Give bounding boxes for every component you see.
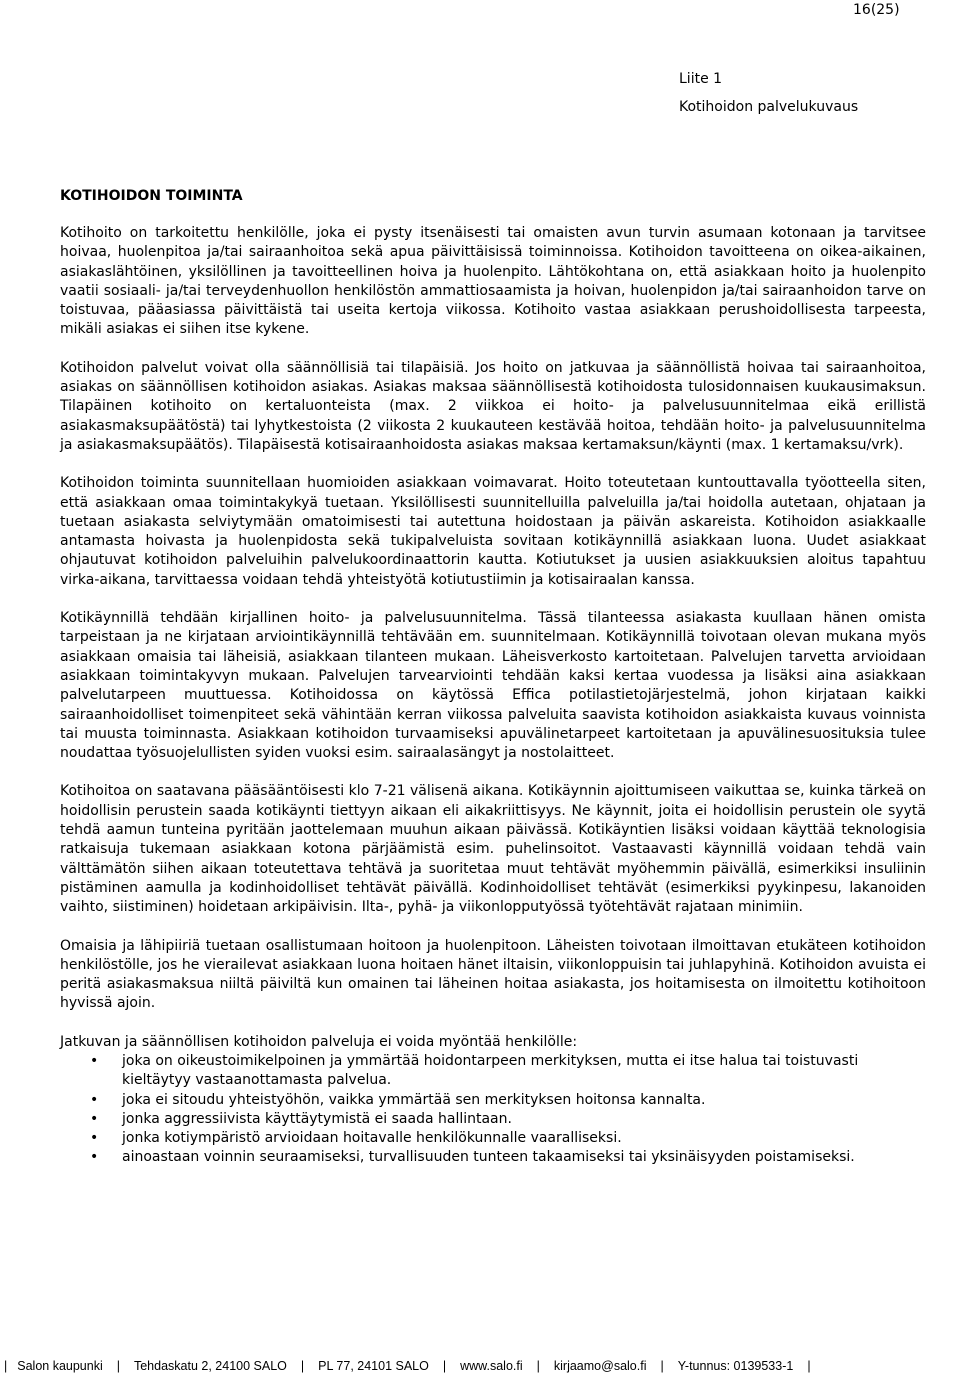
footer-business-id: Y-tunnus: 0139533-1: [677, 1359, 794, 1373]
bullet-icon: •: [90, 1130, 99, 1147]
list-item-text: jonka aggressiivista käyttäytymistä ei saada hallintaan.: [122, 1110, 512, 1127]
page-number: 16(25): [853, 2, 900, 18]
list-item-text: joka on oikeustoimikelpoinen ja ymmärtää hoidontarpeen merkityksen, mutta ei itse halua tai toistuvasti kieltäytyy vastaanottamasta palvelua.: [122, 1052, 859, 1089]
paragraph: Kotihoidon palvelut voivat olla säännöllisiä tai tilapäisiä. Jos hoito on jatkuvaa ja säännöllistä hoivaa tai sairaanhoitoa, asiakas on säännöllisen kotihoidon asiakas. Asiakas maksaa säännöllisestä kotihoidosta tulosidonnaisen kuukausimaksun. Tilapäinen kotihoito on kertaluonteista (max. 2 viikkoa ei hoito- ja palvelusuunnitelmaa eikä erillistä asiakasmaksupäätöstä) tai lyhytkestoista (2 viikosta 2 kuukauteen kestävää hoitoa, tehdään hoito- ja palvelusuunnitelma ja asiakasmaksupäätös). Tilapäisestä kotisairaanhoidosta asiakas maksaa kertamaksun/käynti (max. 1 kertamaksu/vrk).: [60, 359, 926, 453]
attachment-label: Liite 1: [679, 71, 723, 87]
exclusion-list: [60, 1052, 926, 1168]
footer-separator: |: [300, 1359, 305, 1373]
footer-street-address: Tehdaskatu 2, 24100 SALO: [133, 1359, 287, 1373]
bullet-icon: •: [90, 1052, 99, 1069]
paragraph: Kotihoito on tarkoitettu henkilölle, joka ei pysty itsenäisesti tai omaisten avun turvin asumaan kotonaan ja tarvitsee hoivaa, huolenpitoa ja/tai sairaanhoitoa sekä apua päivittäisissä toiminnoissa. Kotihoidon tavoitteena on oikea-aikainen, asiakaslähtöinen, yksilöllinen ja tavoitteellinen hoiva ja huolenpito. Lähtökohtana on, että asiakkaan hoito ja huolenpito vaatii sosiaali- ja/tai terveydenhuollon henkilöstön ammattiosaamista ja hoivan, huolenpidon ja/tai sairaanhoidon tarve on toistuvaa, pääasiassa päivittäistä tai useita kertoja viikossa. Kotihoito vastaa asiakkaan perushoidollisesta tarpeesta, mikäli asiakas ei siihen itse kykene.: [60, 225, 926, 338]
bullet-icon: •: [90, 1091, 99, 1108]
attachment-title: Kotihoidon palvelukuvaus: [679, 99, 859, 115]
paragraph: Kotihoidon toiminta suunnitellaan huomioiden asiakkaan voimavarat. Hoito toteutetaan kuntouttavalla työotteella siten, että asiakkaan omaa toimintakykyä tuetaan. Yksilöllisesti suunnitelluilla palveluilla ja/tai hoidolla autetaan, ohjataan ja tuetaan asiakasta selviytymään omatoimisesti tai autettuna hoidostaan ja päivän askareista. Kotihoidon asiakkaalle antamasta hoivasta ja huolenpidosta sekä tukipalveluista sovitaan kotikäynnillä asiakkaan luona. Uudet asiakkaat ohjautuvat kotihoidon palveluihin palvelukoordinaattorin kautta. Kotiutukset ja uusien asiakkuuksien aloitus tapahtuu virka-aikana, tarvittaessa voidaan tehdä yhteistyötä kotiutustiimin ja kotisairaalan kanssa.: [60, 475, 926, 588]
footer-website-link[interactable]: www.salo.fi: [460, 1359, 523, 1373]
list-item: [60, 1091, 926, 1110]
footer-separator: |: [116, 1359, 120, 1373]
bullet-icon: •: [90, 1110, 99, 1127]
list-item-text: ainoastaan voinnin seuraamiseksi, turvallisuuden tunteen takaamiseksi tai yksinäisyyden poistamiseksi.: [122, 1149, 855, 1166]
list-item: [60, 1110, 926, 1129]
footer: [0, 1358, 960, 1374]
footer-po-box: PL 77, 24101 SALO: [318, 1359, 429, 1373]
list-item-text: jonka kotiympäristö arvioidaan hoitavalle henkilökunnalle vaaralliseksi.: [122, 1130, 622, 1147]
list-intro: Jatkuvan ja säännöllisen kotihoidon palveluja ei voida myöntää henkilölle:: [60, 1033, 578, 1050]
footer-email-link[interactable]: kirjaamo@salo.fi: [553, 1359, 647, 1373]
paragraph: Omaisia ja lähipiiriä tuetaan osallistumaan hoitoon ja huolenpitoon. Läheisten toivotaan ilmoittavan etukäteen kotihoidon henkilöstölle, jos he vierailevat asiakkaan luona hoitaen hänet iltaisin, viikonloppuisin tai juhlapyhinä. Kotihoidon avuista ei peritä asiakasmaksua niiltä päiviltä kun omainen tai läheinen hoitaa asiakasta, jos hoitamisesta on ilmoitettu kotihoitoon hyvissä ajoin.: [60, 937, 926, 1012]
footer-separator: |: [660, 1359, 664, 1373]
footer-separator: |: [442, 1359, 447, 1373]
footer-separator: |: [807, 1359, 811, 1373]
footer-org: Salon kaupunki: [17, 1359, 103, 1373]
paragraph: Kotikäynnillä tehdään kirjallinen hoito- ja palvelusuunnitelma. Tässä tilanteessa asiakasta kuullaan hänen omista tarpeistaan ja ne kirjataan arviointikäynnillä tehtävään em. suunnitelmaan. Kotikäynnillä toivotaan olevan mukana myös asiakkaan omaisia tai läheisiä, asiakkaan tilanteen mukaan. Läheisverkosto kartoitetaan. Palvelujen tarvetta arvioidaan asiakkaan toimintakyvyn mukaan. Palvelujen tarvearviointi tehdään kaksi kertaa vuodessa ja lisäksi aina asiakkaan palvelutarpeen muuttuessa. Kotihoidossa on käytössä Effica potilastietojärjestelmä, johon kirjataan kaikki sairaanhoidolliset toimenpiteet sekä vähintään kerran viikossa palveluita saavista kotihoidon asiakkaista kuvaus voinnista tai muusta toiminnasta. Asiakkaan kotihoidon turvaamiseksi apuvälinetarpeet kartoitetaan ja apuvälinesuosituksia tulee noudattaa työsuojelullisten syiden vuoksi esim. sairaalasängyt ja nostolaitteet.: [60, 610, 926, 762]
footer-separator: |: [536, 1359, 540, 1373]
footer-separator: |: [4, 1359, 8, 1373]
section-heading: KOTIHOIDON TOIMINTA: [60, 188, 243, 204]
attachment-header: [679, 70, 858, 126]
document-body: [60, 187, 926, 1168]
list-item: [60, 1052, 926, 1091]
bullet-icon: •: [90, 1149, 99, 1166]
paragraph: Kotihoitoa on saatavana pääsääntöisesti klo 7-21 välisenä aikana. Kotikäynnin ajoittumiseen vaikuttaa se, kuinka tärkeä on hoidollisin perustein saada kotikäynti tiettyyn aikaan eli aikakriittisyys. Ne käynnit, joita ei hoidollisin perustein ole syytä tehdä aamun tunteina pyritään jaottelemaan muuhun aikaan päivässä. Kotikäyntien lisäksi voidaan käyttää teknologisia ratkaisuja tukemaan asiakkaan kotona pärjäämistä esim. puhelinsoitot. Vastaavasti käynnillä voidaan tehdä vain välttämätön siihen aikaan toteutettava tehtävä ja suoritetaa muut tehtävät myöhemmin päivällä, esimerkiksi insuliinin pistäminen aamulla ja kodinhoidolliset tehtävät päivällä. Kodinhoidolliset tehtävät (esimerkiksi pyykinpesu, lakanoiden vaihto, siistiminen) hoidetaan arkipäivisin. Ilta-, pyhä- ja viikonlopputyössä työtehtävät rajataan minimiin.: [60, 783, 926, 916]
list-item: [60, 1148, 926, 1167]
list-item: [60, 1129, 926, 1148]
list-item-text: joka ei sitoudu yhteistyöhön, vaikka ymmärtää sen merkityksen hoitonsa kannalta.: [122, 1091, 706, 1108]
